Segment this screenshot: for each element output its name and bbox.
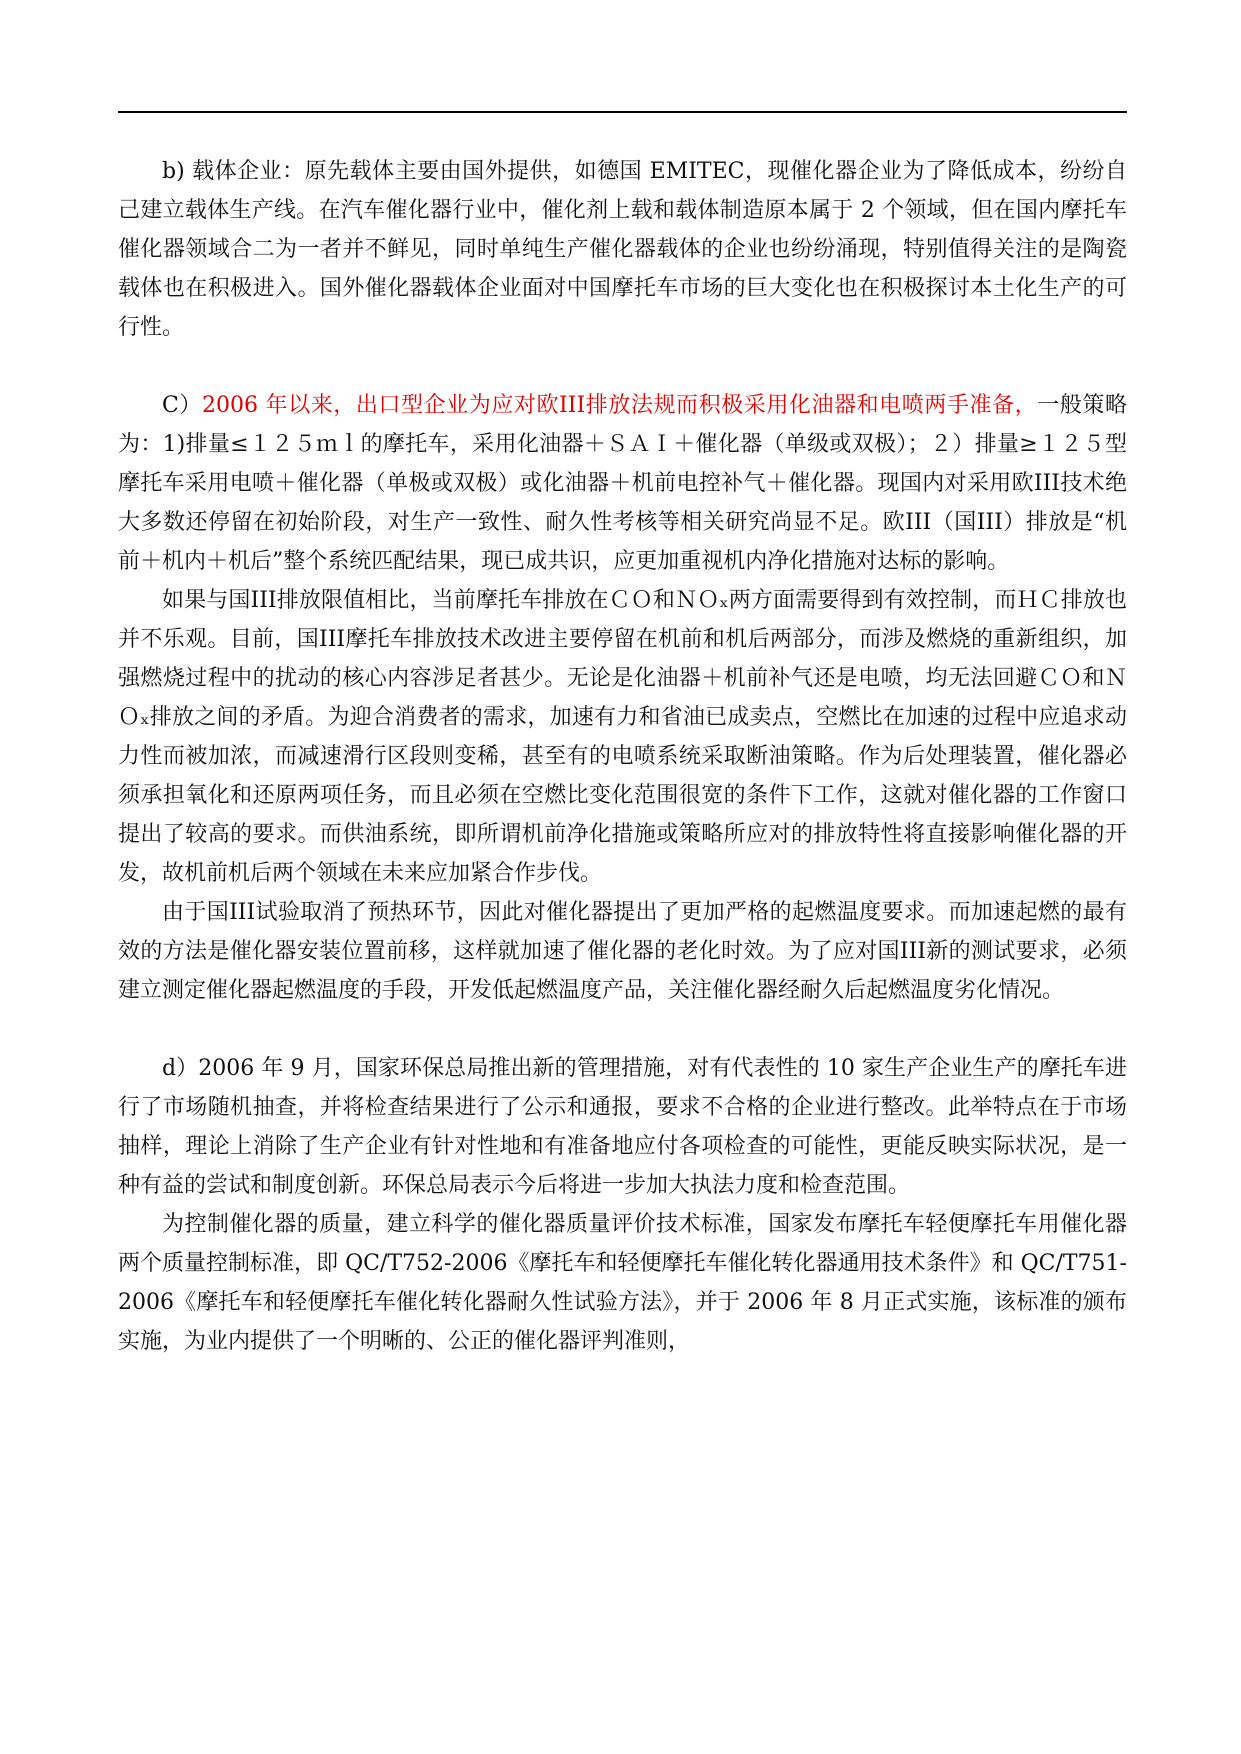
paragraph-quality-standards [118,1205,1127,1361]
paragraph-market-inspection [118,1049,1127,1205]
paragraph-text: b) 载体企业：原先载体主要由国外提供，如德国 EMITEC，现催化器企业为了降低成本，纷纷自己建立载体生产线。在汽车催化器行业中，催化剂上载和载体制造原本属于 2 个领域，但在国内摩托车催化器领域合二为一者并不鲜见，同时单纯生产催化器载体的企业也纷纷涌现，特别值得关注的是陶瓷载体也在积极进入。国外催化器载体企业面对中国摩托车市场的巨大变化也在积极探讨本土化生产的可行性。 [118,159,1127,340]
paragraph-text: 为控制催化器的质量，建立科学的催化器质量评价技术标准，国家发布摩托车轻便摩托车用催化器两个质量控制标准，即 QC/T752-2006《摩托车和轻便摩托车催化转化器通用技术条件》和 QC/T751-2006《摩托车和轻便摩托车催化转化器耐久性试验方法》，并于 2006 年 8 月正式实施，该标准的颁布实施，为业内提供了一个明晰的、公正的催化器评判准则， [118,1212,1127,1354]
paragraph-text: 由于国III试验取消了预热环节，因此对催化器提出了更加严格的起燃温度要求。而加速起燃的最有效的方法是催化器安装位置前移，这样就加速了催化器的老化时效。为了应对国III新的测试要求，必须建立测定催化器起燃温度的手段，开发低起燃温度产品，关注催化器经耐久后起燃温度劣化情况。 [118,900,1127,1003]
paragraph-emission-limits [118,581,1127,893]
paragraph-euro3-strategy [118,386,1127,581]
document-body [118,152,1127,1361]
paragraph-carrier-enterprises [118,152,1127,347]
header-rule [118,111,1127,113]
paragraph-light-off-temperature [118,893,1127,1010]
paragraph-lead: C） [162,393,202,418]
paragraph-text: d）2006 年 9 月，国家环保总局推出新的管理措施，对有代表性的 10 家生产企业生产的摩托车进行了市场随机抽查，并将检查结果进行了公示和通报，要求不合格的企业进行整改。此举特点在于市场抽样，理论上消除了生产企业有针对性地和有准备地应付各项检查的可能性，更能反映实际状况，是一种有益的尝试和制度创新。环保总局表示今后将进一步加大执法力度和检查范围。 [118,1056,1127,1198]
highlighted-text: 2006 年以来，出口型企业为应对欧III排放法规而积极采用化油器和电喷两手准备， [202,393,1038,418]
paragraph-text: 如果与国III排放限值相比，当前摩托车排放在ＣＯ和ＮＯₓ两方面需要得到有效控制，而ＨＣ排放也并不乐观。目前，国III摩托车排放技术改进主要停留在机前和机后两部分，而涉及燃烧的重新组织，加强燃烧过程中的扰动的核心内容涉足者甚少。无论是化油器＋机前补气还是电喷，均无法回避ＣＯ和ＮＯₓ排放之间的矛盾。为迎合消费者的需求，加速有力和省油已成卖点，空燃比在加速的过程中应追求动力性而被加浓，而减速滑行区段则变稀，甚至有的电喷系统采取断油策略。作为后处理装置，催化器必须承担氧化和还原两项任务，而且必须在空燃比变化范围很宽的条件下工作，这就对催化器的工作窗口提出了较高的要求。而供油系统，即所谓机前净化措施或策略所应对的排放特性将直接影响催化器的开发，故机前机后两个领域在未来应加紧合作步伐。 [118,588,1127,886]
paragraph-text: 一般策略为：1)排量≤１２５ｍｌ的摩托车，采用化油器＋ＳＡＩ＋催化器（单级或双极）；２）排量≥１２５型摩托车采用电喷＋催化器（单极或双极）或化油器＋机前电控补气＋催化器。现国内对采用欧III技术绝大多数还停留在初始阶段，对生产一致性、耐久性考核等相关研究尚显不足。欧III（国III）排放是“机前＋机内＋机后”整个系统匹配结果，现已成共识，应更加重视机内净化措施对达标的影响。 [118,393,1127,574]
